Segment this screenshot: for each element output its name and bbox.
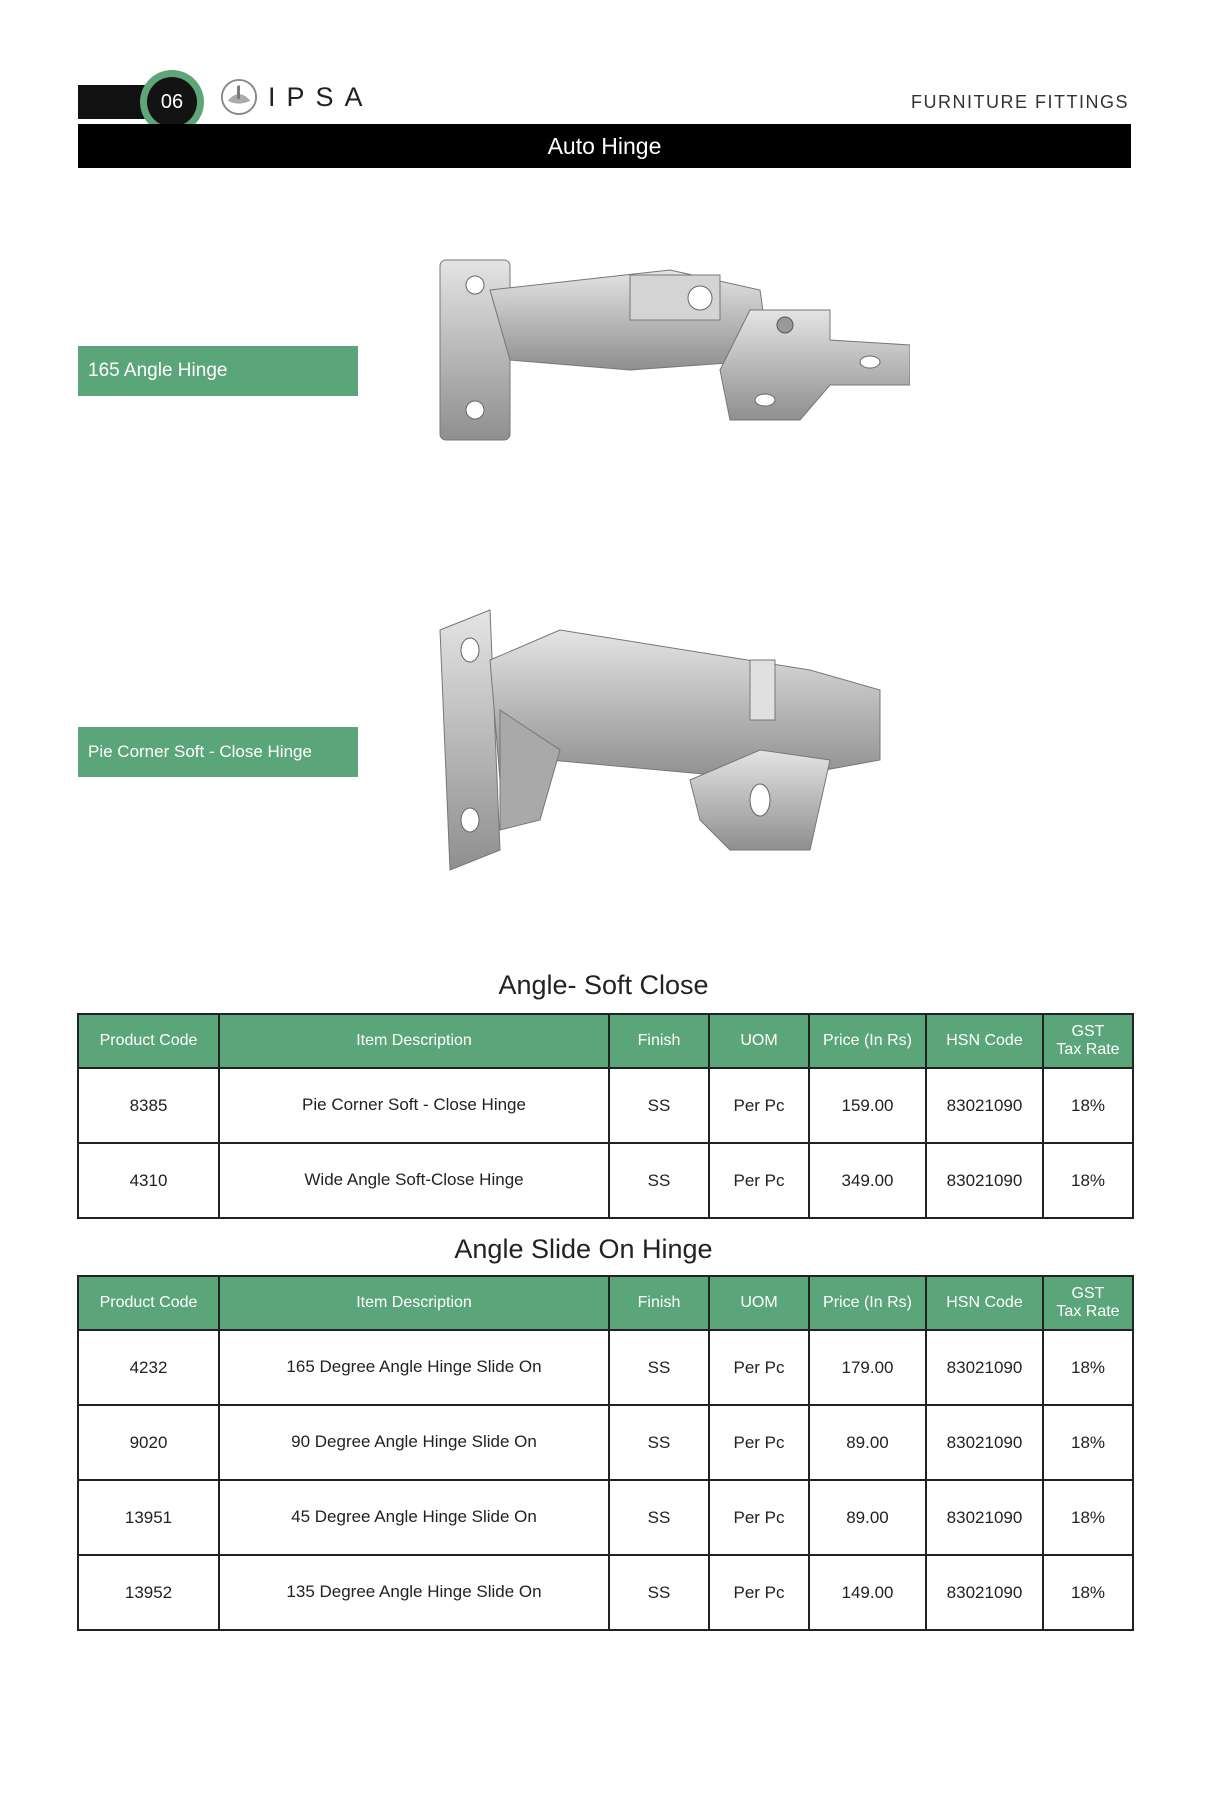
cell-code: 8385 [78, 1068, 219, 1143]
cell-code: 13952 [78, 1555, 219, 1630]
cell-hsn: 83021090 [926, 1405, 1043, 1480]
cell-gst: 18% [1043, 1068, 1133, 1143]
cell-description: Pie Corner Soft - Close Hinge [219, 1068, 609, 1143]
col-price: Price (In Rs) [809, 1276, 926, 1330]
col-gst-tax-rate: GST Tax Rate [1043, 1276, 1133, 1330]
hinge-165-image [430, 250, 910, 460]
cell-uom: Per Pc [709, 1480, 809, 1555]
col-product-code: Product Code [78, 1014, 219, 1068]
cell-gst: 18% [1043, 1405, 1133, 1480]
cell-description: 90 Degree Angle Hinge Slide On [219, 1405, 609, 1480]
cell-finish: SS [609, 1555, 709, 1630]
col-product-code: Product Code [78, 1276, 219, 1330]
cell-code: 4310 [78, 1143, 219, 1218]
cell-description: 165 Degree Angle Hinge Slide On [219, 1330, 609, 1405]
price-table-slide-on [77, 1275, 1134, 1631]
col-price: Price (In Rs) [809, 1014, 926, 1068]
cell-code: 9020 [78, 1405, 219, 1480]
cell-gst: 18% [1043, 1143, 1133, 1218]
hinge-pie-corner-image [430, 600, 910, 880]
brand-logo [220, 78, 374, 116]
cell-description: Wide Angle Soft-Close Hinge [219, 1143, 609, 1218]
col-uom: UOM [709, 1276, 809, 1330]
table-row [78, 1405, 1133, 1480]
cell-finish: SS [609, 1068, 709, 1143]
table-row [78, 1143, 1133, 1218]
col-hsn-code: HSN Code [926, 1014, 1043, 1068]
cell-gst: 18% [1043, 1480, 1133, 1555]
table-row [78, 1555, 1133, 1630]
product-tag-pie-corner-hinge: Pie Corner Soft - Close Hinge [78, 727, 358, 777]
cell-price: 179.00 [809, 1330, 926, 1405]
cell-price: 149.00 [809, 1555, 926, 1630]
cell-hsn: 83021090 [926, 1555, 1043, 1630]
cell-finish: SS [609, 1330, 709, 1405]
col-hsn-code: HSN Code [926, 1276, 1043, 1330]
table-title-soft-close: Angle- Soft Close [498, 970, 709, 1000]
brand-name: IPSA [268, 81, 374, 112]
cell-uom: Per Pc [709, 1143, 809, 1218]
table-row [78, 1330, 1133, 1405]
category-label: FURNITURE FITTINGS [911, 92, 1129, 112]
table-header-row [78, 1014, 1133, 1068]
cell-hsn: 83021090 [926, 1330, 1043, 1405]
col-finish: Finish [609, 1276, 709, 1330]
cell-uom: Per Pc [709, 1405, 809, 1480]
cell-uom: Per Pc [709, 1330, 809, 1405]
table-row [78, 1068, 1133, 1143]
cell-code: 4232 [78, 1330, 219, 1405]
price-table-soft-close [77, 1013, 1134, 1219]
col-item-description: Item Description [219, 1276, 609, 1330]
page-title: Auto Hinge [78, 124, 1131, 168]
col-uom: UOM [709, 1014, 809, 1068]
cell-price: 159.00 [809, 1068, 926, 1143]
page-number: 06 [147, 77, 197, 127]
cell-finish: SS [609, 1480, 709, 1555]
cell-code: 13951 [78, 1480, 219, 1555]
cell-hsn: 83021090 [926, 1143, 1043, 1218]
cell-price: 89.00 [809, 1480, 926, 1555]
cell-finish: SS [609, 1405, 709, 1480]
ipsa-logo-icon [220, 78, 258, 116]
cell-gst: 18% [1043, 1330, 1133, 1405]
table-row [78, 1480, 1133, 1555]
col-item-description: Item Description [219, 1014, 609, 1068]
cell-price: 89.00 [809, 1405, 926, 1480]
cell-hsn: 83021090 [926, 1480, 1043, 1555]
cell-description: 45 Degree Angle Hinge Slide On [219, 1480, 609, 1555]
cell-uom: Per Pc [709, 1068, 809, 1143]
col-gst-tax-rate: GST Tax Rate [1043, 1014, 1133, 1068]
product-tag-165-angle-hinge: 165 Angle Hinge [78, 346, 358, 396]
cell-uom: Per Pc [709, 1555, 809, 1630]
cell-hsn: 83021090 [926, 1068, 1043, 1143]
cell-gst: 18% [1043, 1555, 1133, 1630]
col-finish: Finish [609, 1014, 709, 1068]
table-title-slide-on: Angle Slide On Hinge [454, 1234, 713, 1264]
table-header-row [78, 1276, 1133, 1330]
cell-description: 135 Degree Angle Hinge Slide On [219, 1555, 609, 1630]
cell-price: 349.00 [809, 1143, 926, 1218]
cell-finish: SS [609, 1143, 709, 1218]
